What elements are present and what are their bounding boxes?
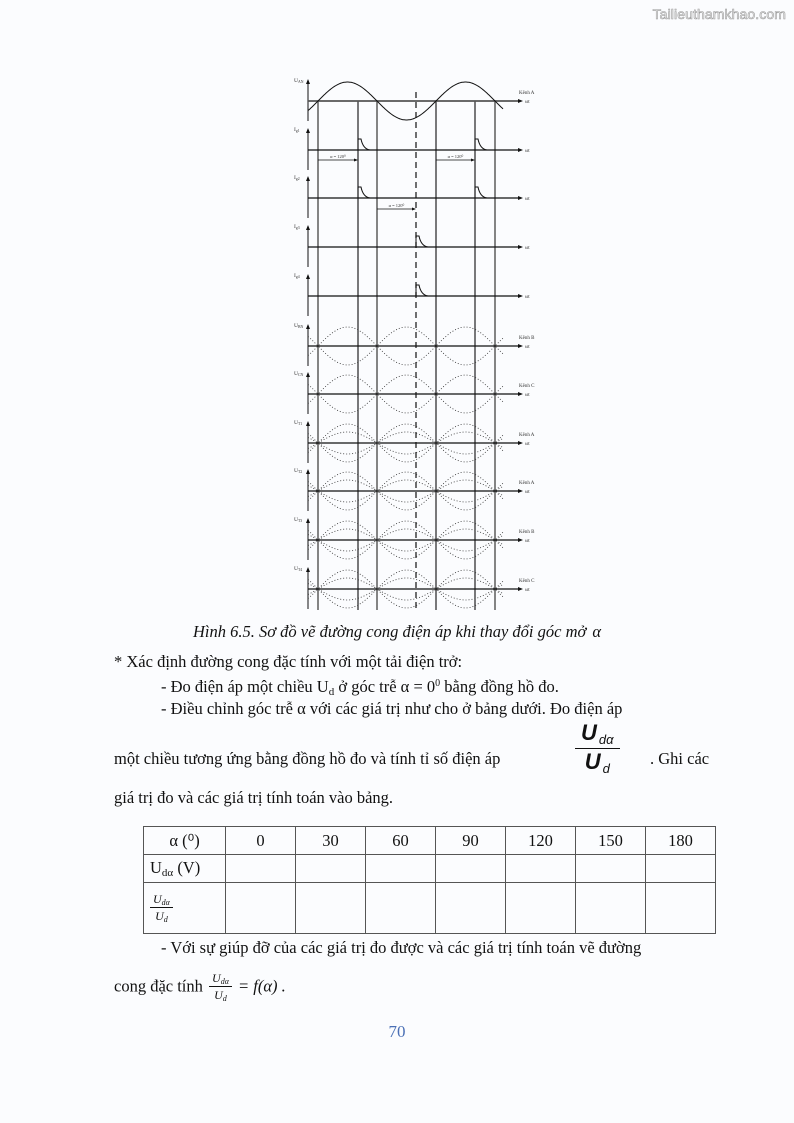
svg-text:UT4: UT4 (294, 566, 303, 572)
svg-text:Ig2: Ig2 (294, 175, 300, 181)
ratio-cell[interactable] (646, 883, 716, 934)
ratio-cell[interactable] (506, 883, 576, 934)
alpha-value: 180 (646, 827, 716, 855)
voltage-cell[interactable] (226, 855, 296, 883)
svg-text:ωt: ωt (525, 490, 530, 495)
caption-alpha: α (592, 622, 601, 641)
svg-text:Kênh A: Kênh A (519, 481, 535, 486)
svg-text:UT1: UT1 (294, 420, 303, 426)
step-1: - Đo điện áp một chiều $U_d$ ở góc trễ $\alpha = 0^0$ bằng đồng hồ đo. (161, 677, 559, 698)
caption-text: Hình 6.5. Sơ đồ vẽ đường cong điện áp khi thay đổi góc mở (193, 622, 587, 641)
alpha-value: 120 (506, 827, 576, 855)
ratio-cell[interactable] (576, 883, 646, 934)
svg-text:ωt: ωt (525, 442, 530, 447)
table-header-row (144, 827, 716, 855)
svg-text:Ig4: Ig4 (294, 273, 300, 279)
voltage-cell[interactable] (506, 855, 576, 883)
svg-text:ωt: ωt (525, 246, 530, 251)
step-2-line-2: một chiều tương ứng bằng đồng hồ đo và tính tỉ số điện áp (114, 749, 501, 768)
alpha-value: 150 (576, 827, 646, 855)
svg-text:ωt: ωt (525, 149, 530, 154)
ratio-cell[interactable] (226, 883, 296, 934)
svg-text:UCN: UCN (294, 371, 304, 377)
svg-text:Kênh B: Kênh B (519, 530, 535, 535)
watermark: Tailieuthamkhao.com (652, 6, 786, 22)
svg-text:Kênh C: Kênh C (519, 579, 535, 584)
ratio-row-label: $\frac{\text{Udα}}{Ud}$ (144, 883, 226, 934)
svg-text:UAN: UAN (294, 78, 304, 84)
characteristic-formula: $\frac{\text{Udα}}{Ud}$ (209, 972, 232, 1003)
alpha-value: 90 (436, 827, 506, 855)
svg-text:α = 120⁰: α = 120⁰ (330, 154, 346, 159)
step-3-line-2: cong đặc tính $\frac{\text{Udα}}{Ud}$ = f(α) . (114, 971, 286, 1003)
ratio-cell[interactable] (366, 883, 436, 934)
ratio-cell[interactable] (296, 883, 366, 934)
alpha-header: α (⁰) (144, 827, 226, 855)
figure-caption (0, 622, 794, 642)
voltage-cell[interactable] (646, 855, 716, 883)
svg-text:Kênh A: Kênh A (519, 433, 535, 438)
svg-text:ωt: ωt (525, 345, 530, 350)
alpha-value: 60 (366, 827, 436, 855)
svg-text:UBN: UBN (294, 323, 304, 329)
step-3-line-1: - Với sự giúp đỡ của các giá trị đo được và các giá trị tính toán vẽ đường (161, 938, 642, 957)
ratio-cell[interactable] (436, 883, 506, 934)
svg-text:ωt: ωt (525, 393, 530, 398)
step-2-line-2-end: . Ghi các (650, 749, 710, 768)
svg-text:ωt: ωt (525, 100, 530, 105)
voltage-row-label: $U_{d\alpha}$ (V) (144, 855, 226, 883)
svg-text:ωt: ωt (525, 295, 530, 300)
svg-text:UT3: UT3 (294, 517, 303, 523)
table-row-ratio (144, 883, 716, 934)
measurement-table (143, 826, 716, 934)
voltage-cell[interactable] (296, 855, 366, 883)
voltage-cell[interactable] (576, 855, 646, 883)
svg-text:Kênh B: Kênh B (519, 336, 535, 341)
voltage-cell[interactable] (366, 855, 436, 883)
waveform-diagram (285, 72, 555, 612)
svg-text:ωt: ωt (525, 197, 530, 202)
svg-text:ωt: ωt (525, 588, 530, 593)
voltage-ratio-formula: $\frac{\text{U dα}}{\text{U d}}$ (575, 722, 620, 775)
page-number: 70 (388, 1022, 406, 1041)
svg-text:Kênh C: Kênh C (519, 384, 535, 389)
svg-text:α = 120⁰: α = 120⁰ (388, 203, 405, 208)
svg-text:Ig1: Ig1 (294, 127, 300, 133)
table-row-voltage (144, 855, 716, 883)
svg-text:ωt: ωt (525, 539, 530, 544)
alpha-value: 30 (296, 827, 366, 855)
svg-text:Ig3: Ig3 (294, 224, 300, 230)
step-2-line-1: - Điều chỉnh góc trễ α với các giá trị như cho ở bảng dưới. Đo điện áp (161, 699, 623, 718)
svg-text:Kênh A: Kênh A (519, 91, 535, 96)
alpha-value: 0 (226, 827, 296, 855)
section-heading: * Xác định đường cong đặc tính với một tải điện trở: (114, 652, 463, 671)
voltage-cell[interactable] (436, 855, 506, 883)
svg-text:UT2: UT2 (294, 468, 303, 474)
svg-text:α = 120⁰: α = 120⁰ (447, 154, 464, 159)
step-2-line-3: giá trị đo và các giá trị tính toán vào bảng. (114, 788, 394, 807)
